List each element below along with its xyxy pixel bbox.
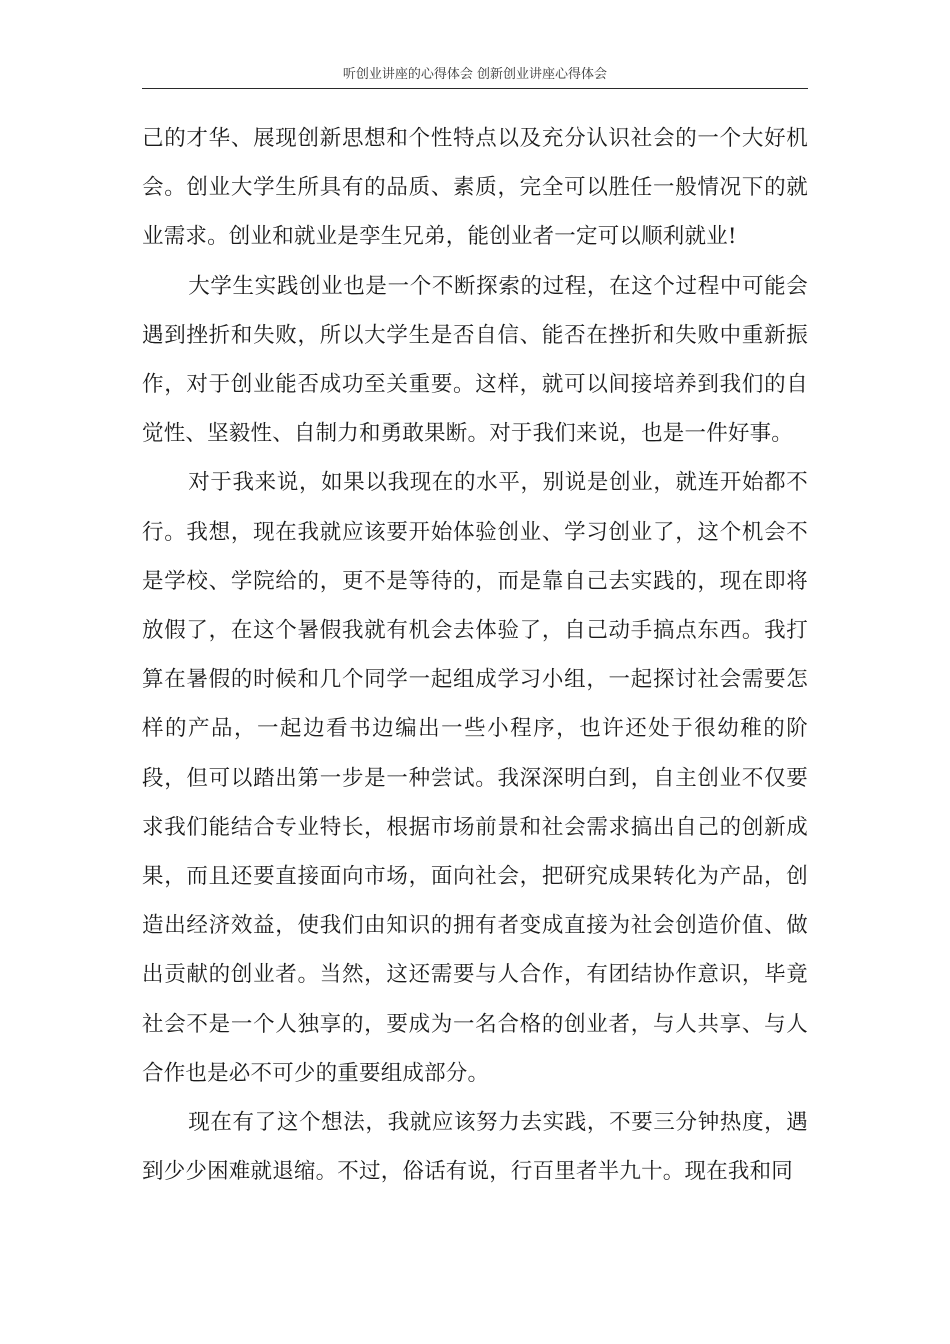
document-body xyxy=(142,114,808,1196)
paragraph: 大学生实践创业也是一个不断探索的过程，在这个过程中可能会遇到挫折和失败，所以大学生是否自信、能否在挫折和失败中重新振作，对于创业能否成功至关重要。这样，就可以间接培养到我们的自觉性、坚毅性、自制力和勇敢果断。对于我们来说，也是一件好事。 xyxy=(142,273,808,447)
header-title: 听创业讲座的心得体会 创新创业讲座心得体会 xyxy=(342,67,608,82)
paragraph-continuation: 己的才华、展现创新思想和个性特点以及充分认识社会的一个大好机会。创业大学生所具有的品质、素质，完全可以胜任一般情况下的就业需求。创业和就业是孪生兄弟，能创业者一定可以顺利就业! xyxy=(142,126,808,250)
page-header xyxy=(142,66,808,89)
paragraph: 现在有了这个想法，我就应该努力去实践，不要三分钟热度，遇到少少困难就退缩。不过，俗话有说，行百里者半九十。现在我和同 xyxy=(142,1110,808,1185)
paragraph: 对于我来说，如果以我现在的水平，别说是创业，就连开始都不行。我想，现在我就应该要开始体验创业、学习创业了，这个机会不是学校、学院给的，更不是等待的，而是靠自己去实践的，现在即将放假了，在这个暑假我就有机会去体验了，自己动手搞点东西。我打算在暑假的时候和几个同学一起组成学习小组，一起探讨社会需要怎样的产品，一起边看书边编出一些小程序，也许还处于很幼稚的阶段，但可以踏出第一步是一种尝试。我深深明白到，自主创业不仅要求我们能结合专业特长，根据市场前景和社会需求搞出自己的创新成果，而且还要直接面向市场，面向社会，把研究成果转化为产品，创造出经济效益，使我们由知识的拥有者变成直接为社会创造价值、做出贡献的创业者。当然，这还需要与人合作，有团结协作意识，毕竟社会不是一个人独享的，要成为一名合格的创业者，与人共享、与人合作也是必不可少的重要组成部分。 xyxy=(142,470,808,1086)
